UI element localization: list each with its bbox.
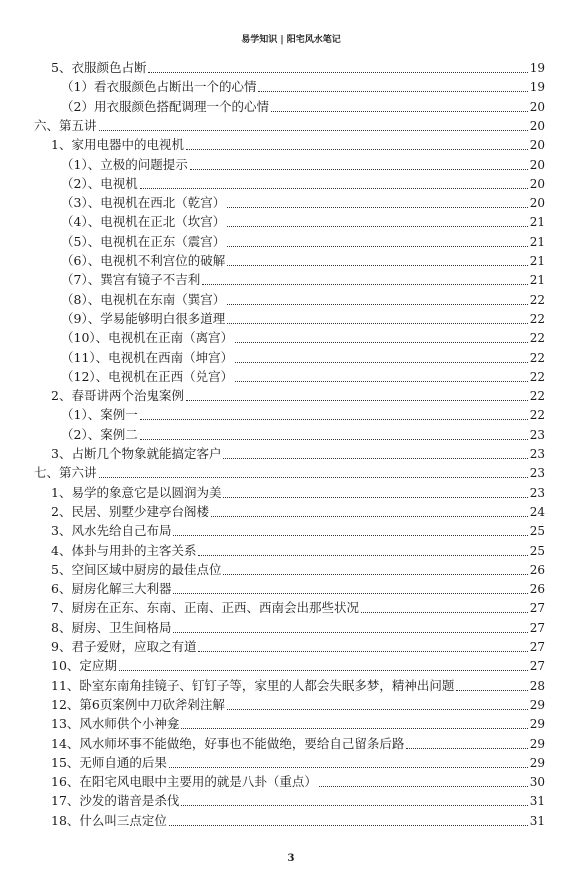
toc-entry-title: 10、定应期 [51,658,117,674]
toc-entry-title: 4、体卦与用卦的主客关系 [51,542,197,558]
toc-entry-page: 31 [529,794,545,809]
dot-leader [173,632,527,633]
dot-leader [140,419,528,420]
toc-entry-title: 12、第6页案例中刀砍斧剁注解 [51,696,225,712]
toc-entry-title: 六、第五讲 [34,117,97,133]
toc-entry [51,792,545,810]
dot-leader [211,516,528,517]
toc-entry [51,696,545,714]
toc-entry [61,98,545,116]
dot-leader [227,709,528,710]
toc-entry [51,812,545,830]
toc-entry-page: 29 [529,697,545,712]
toc-entry-title: 8、厨房、卫生间格局 [51,619,172,635]
toc-entry-page: 27 [529,659,545,674]
dot-leader [173,535,527,536]
toc-entry-title: 18、什么叫三点定位 [51,812,167,828]
toc-entry [61,426,545,444]
toc-entry-page: 21 [529,234,545,249]
toc-entry [51,136,545,154]
toc-entry [51,599,545,617]
toc-entry [61,194,545,212]
toc-entry-title: 11、卧室东南角挂镜子、钉钉子等，家里的人都会失眠多梦，精神出问题 [51,677,455,693]
toc-entry-title: 1、家用电器中的电视机 [51,137,184,153]
toc-entry-page: 24 [529,504,545,519]
dot-leader [181,728,527,729]
dot-leader [169,767,528,768]
toc-entry-page: 22 [529,350,545,365]
toc-entry-page: 31 [529,813,545,828]
toc-entry [51,619,545,637]
dot-leader [227,207,528,208]
dot-leader [227,323,528,324]
dot-leader [119,670,528,671]
dot-leader [258,91,527,92]
toc-entry [61,329,545,347]
toc-entry-title: （6）、电视机不利宫位的破解 [61,253,226,268]
toc-entry-title: 5、空间区域中厨房的最佳点位 [51,561,222,577]
toc-entry [61,349,545,367]
toc-entry [51,522,545,540]
toc-entry [61,156,545,174]
toc-entry-page: 21 [529,254,545,268]
dot-leader [227,304,528,305]
dot-leader [271,111,528,112]
toc-entry-page: 25 [529,524,545,539]
toc-entry-page: 29 [529,736,545,751]
toc-entry-title: 1、易学的象意它是以圆润为美 [51,484,222,500]
toc-entry [51,657,545,675]
dot-leader [140,439,528,440]
toc-entry-title: （5）、电视机在正东（震宫） [61,233,226,249]
dot-leader [319,786,528,787]
dot-leader [406,748,527,749]
dot-leader [223,458,527,459]
dot-leader [186,149,528,150]
dot-leader [227,246,528,247]
toc-entry [51,542,545,560]
dot-leader [235,381,528,382]
toc-entry-page: 25 [529,543,545,558]
toc-entry-page: 23 [529,447,545,461]
toc-entry [51,59,545,77]
dot-leader [186,400,528,401]
toc-entry-page: 19 [529,61,545,75]
dot-leader [169,825,528,826]
toc-entry [51,773,545,791]
toc-entry-page: 22 [529,292,545,307]
toc-entry-title: 17、沙发的谐音是杀伐 [51,793,180,809]
toc-entry-title: 2、民居、别墅少建亭台阁楼 [51,503,209,519]
toc-entry-title: 14、风水师坏事不能做绝，好事也不能做绝，要给自己留条后路 [51,735,405,751]
dot-leader [235,342,528,343]
dot-leader [456,690,527,691]
toc-entry-page: 20 [529,99,545,114]
dot-leader [235,362,528,363]
dot-leader [198,555,527,556]
toc-entry-title: 3、占断几个物象就能搞定客户 [51,446,222,461]
page-number: 3 [287,853,295,864]
toc-entry-page: 20 [529,176,545,191]
toc-entry-title: 9、君子爱财，应取之有道 [51,639,197,654]
toc-entry [51,503,545,521]
dot-leader [140,188,528,189]
toc-entry [51,715,545,733]
toc-entry-page: 21 [529,273,545,288]
toc-entry-title: （12）、电视机在正西（兑宫） [61,368,234,384]
toc-entry-page: 22 [529,369,545,384]
toc-entry-page: 20 [529,196,545,211]
toc-entry [61,406,545,424]
toc-entry-page: 30 [529,775,545,790]
dot-leader [99,477,528,478]
toc-entry-title: 2、春哥讲两个治鬼案例 [51,388,184,404]
toc-entry-title: （4）、电视机在正北（坎宫） [61,214,226,230]
dot-leader [173,593,527,594]
toc-entry-page: 27 [529,601,545,616]
toc-entry [61,213,545,231]
toc-entry [51,677,545,695]
dot-leader [227,265,528,266]
dot-leader [148,72,527,73]
toc-entry [61,271,545,289]
toc-entry-page: 23 [529,427,545,442]
toc-entry-page: 20 [529,138,545,153]
toc-entry [51,561,545,579]
toc-entry-title: （2）、案例二 [61,426,138,442]
toc-entry [34,464,545,482]
toc-entry-page: 21 [529,215,545,230]
toc-entry-page: 29 [529,755,545,770]
toc-entry [61,233,545,251]
dot-leader [361,612,528,613]
toc-entry-title: （7）、巽宫有镜子不吉利 [61,272,201,288]
toc-entry-page: 23 [529,466,545,481]
dot-leader [198,651,527,652]
toc-entry-page: 23 [529,485,545,500]
toc-entry-page: 26 [529,562,545,577]
dot-leader [99,130,528,131]
toc-entry-title: 6、厨房化解三大利器 [51,581,172,597]
toc-entry-page: 29 [529,717,545,732]
toc-entry-title: （2）用衣服颜色搭配调理一个的心情 [61,98,269,114]
running-header: 易学知识 | 阳宅风水笔记 [241,35,341,45]
toc-entry [61,368,545,386]
toc-entry-page: 19 [529,80,545,95]
toc-entry [51,638,545,656]
toc-entry [51,580,545,598]
toc-entry [34,117,545,135]
toc-entry [61,175,545,193]
toc-entry-title: 13、风水师供个小神龛 [51,716,180,732]
toc-entry-title: （1）、立极的问题提示 [61,156,188,172]
dot-leader [181,805,527,806]
toc-entry-title: 5、衣服颜色占断 [51,60,147,75]
toc-entry-title: （11）、电视机在西南（坤宫） [61,349,234,365]
toc-entry-page: 28 [529,678,545,693]
toc-entry-page: 20 [529,157,545,172]
toc-entry-title: 15、无师自通的后果 [51,754,167,770]
toc-entry-page: 20 [529,118,545,133]
toc-entry [61,310,545,328]
toc-entry-title: （2）、电视机 [61,175,138,191]
toc-entry-title: （3）、电视机在西北（乾宫） [61,195,226,211]
toc-entry-page: 27 [529,620,545,635]
toc-entry [51,754,545,772]
toc-entry-page: 22 [529,408,545,423]
toc-entry-page: 22 [529,311,545,326]
dot-leader [190,169,528,170]
toc-entry-title: 3、风水先给自己布局 [51,523,172,539]
dot-leader [223,497,527,498]
toc-entry-title: （1）看衣服颜色占断出一个的心情 [61,79,257,95]
toc-entry [61,291,545,309]
toc-entry [61,252,545,270]
toc-entry-page: 26 [529,582,545,597]
toc-entry-title: （1）、案例一 [61,407,138,423]
dot-leader [202,284,528,285]
toc-entry-title: 16、在阳宅风电眼中主要用的就是八卦（重点） [51,774,317,790]
toc-entry-title: 7、厨房在正东、东南、正南、正西、西南会出那些状况 [51,600,359,616]
toc-entry [61,78,545,96]
dot-leader [223,574,527,575]
toc-entry [51,484,545,502]
dot-leader [227,226,528,227]
toc-entry [51,445,545,463]
toc-entry-title: （8）、电视机在东南（巽宫） [61,291,226,307]
toc-entry-page: 22 [529,331,545,346]
toc-entry-page: 22 [529,389,545,404]
toc-entry-title: （10）、电视机在正南（离宫） [61,330,234,346]
toc-entry-title: 七、第六讲 [34,465,97,481]
toc-entry [51,387,545,405]
toc-entry-title: （9）、学易能够明白很多道理 [61,310,226,326]
toc-entry [51,735,545,753]
toc-entry-page: 27 [529,640,545,654]
